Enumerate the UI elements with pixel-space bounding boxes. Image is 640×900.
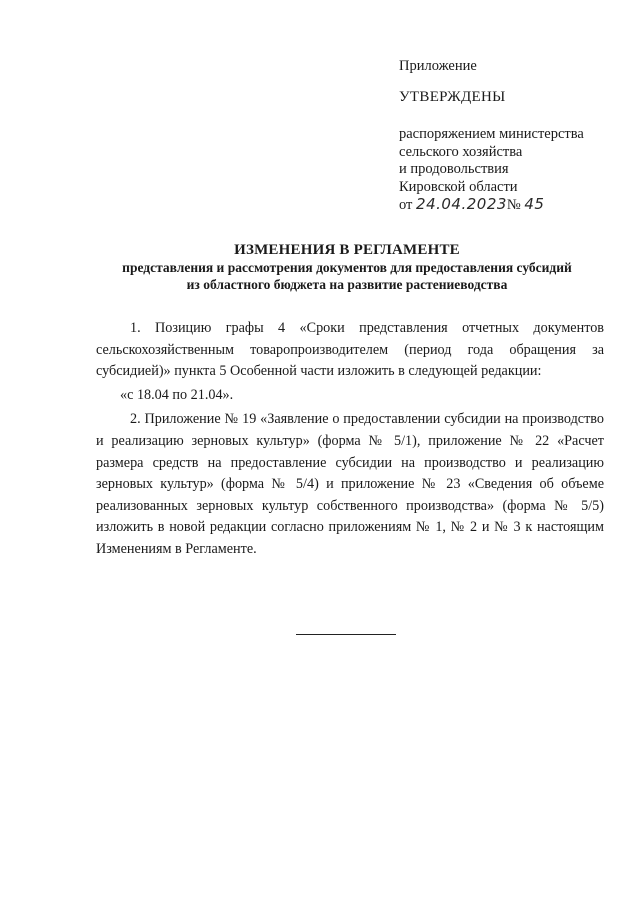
handwritten-number: 45: [524, 195, 545, 213]
appendix-label: Приложение: [399, 58, 477, 74]
document-body: [96, 318, 604, 561]
order-line-3: и продовольствия: [399, 161, 509, 177]
paragraph-1: [96, 318, 604, 406]
subtitle-line-1: представления и рассмотрения документов для предоставления субсидий: [122, 260, 572, 275]
paragraph-1-text: 1. Позицию графы 4 «Сроки представления отчетных документов сельскохозяйственным товаропроизводителем (период года обращения за субсидией)» пункта 5 Особенной части изложить в следующей редакции:: [96, 320, 604, 380]
order-line-2: сельского хозяйства: [399, 143, 523, 160]
order-line-4: Кировской области: [399, 178, 518, 195]
approved-label: УТВЕРЖДЕНЫ: [399, 88, 506, 105]
paragraph-1-quote: «с 18.04 по 21.04».: [120, 386, 234, 403]
subtitle-line-2: из областного бюджета на развитие растениеводства: [186, 277, 508, 292]
date-prefix: от: [399, 197, 413, 213]
document-title: ИЗМЕНЕНИЯ В РЕГЛАМЕНТЕ: [234, 242, 460, 258]
order-date-line: [399, 196, 629, 215]
handwritten-date: 24.04.2023: [416, 195, 507, 213]
paragraph-2: 2. Приложение № 19 «Заявление о предоставлении субсидии на производство и реализацию зерновых культур» (форма № 5/1), приложение № 22 «Расчет размера средств на предоставление субсидии на производство и реализацию зерновых культур» (форма № 5/4) и приложение № 23 «Сведения об объеме реализованных зерновых культур собственного производства» (форма № 5/5) изложить в новой редакции согласно приложениям № 1, № 2 и № 3 к настоящим Изменениям в Регламенте.: [96, 411, 604, 557]
closing-separator-line: [296, 634, 396, 635]
document-heading: [90, 241, 604, 293]
order-line-1: распоряжением министерства: [399, 126, 584, 142]
approval-stamp: [399, 58, 629, 215]
number-sign: №: [506, 197, 521, 213]
